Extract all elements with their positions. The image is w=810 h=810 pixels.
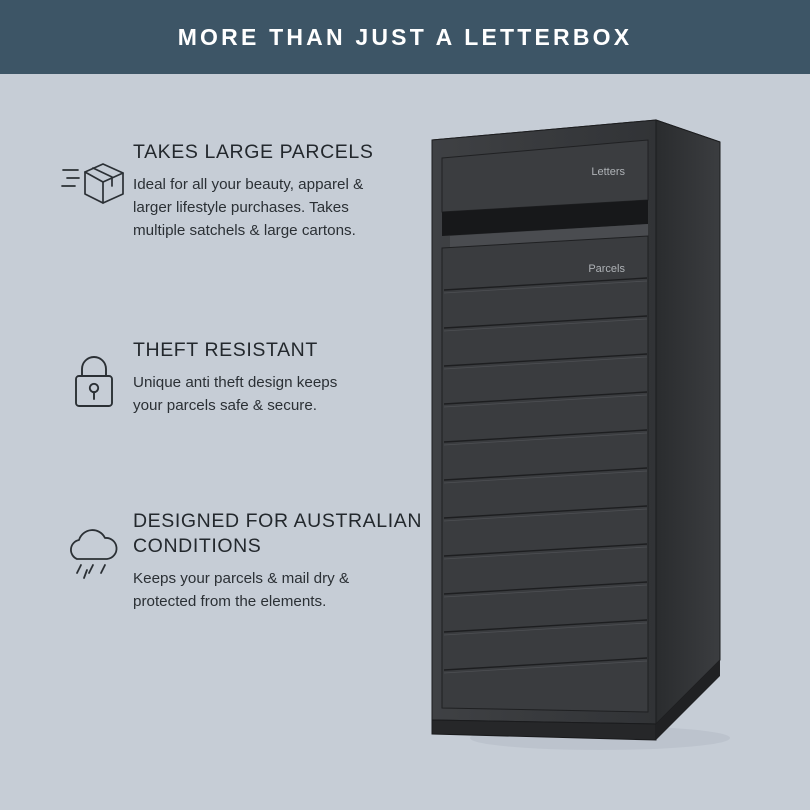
list-item — [55, 140, 445, 242]
product-image — [420, 100, 790, 780]
feature-title: DESIGNED FOR AUSTRALIAN CONDITIONS — [133, 510, 423, 558]
feature-text: Ideal for all your beauty, apparel & larger lifestyle purchases. Takes multiple satchels & large cartons. — [133, 175, 364, 240]
feature-list — [55, 140, 445, 613]
list-item — [55, 509, 445, 613]
slot-label-letters: Letters — [591, 166, 625, 178]
padlock-icon — [55, 338, 133, 412]
letterbox-illustration — [420, 100, 790, 780]
rain-cloud-icon — [55, 509, 133, 583]
feature-title: THEFT RESISTANT — [133, 339, 318, 362]
header-banner — [0, 0, 810, 74]
page-title: MORE THAN JUST A LETTERBOX — [177, 23, 633, 50]
list-item — [55, 338, 445, 417]
feature-text: Unique anti theft design keeps your parcels safe & secure. — [133, 374, 338, 415]
feature-title: TAKES LARGE PARCELS — [133, 141, 374, 163]
feature-text: Keeps your parcels & mail dry & protected from the elements. — [133, 570, 350, 611]
slot-label-parcels: Parcels — [588, 263, 625, 275]
parcel-box-moving-icon — [55, 140, 133, 212]
